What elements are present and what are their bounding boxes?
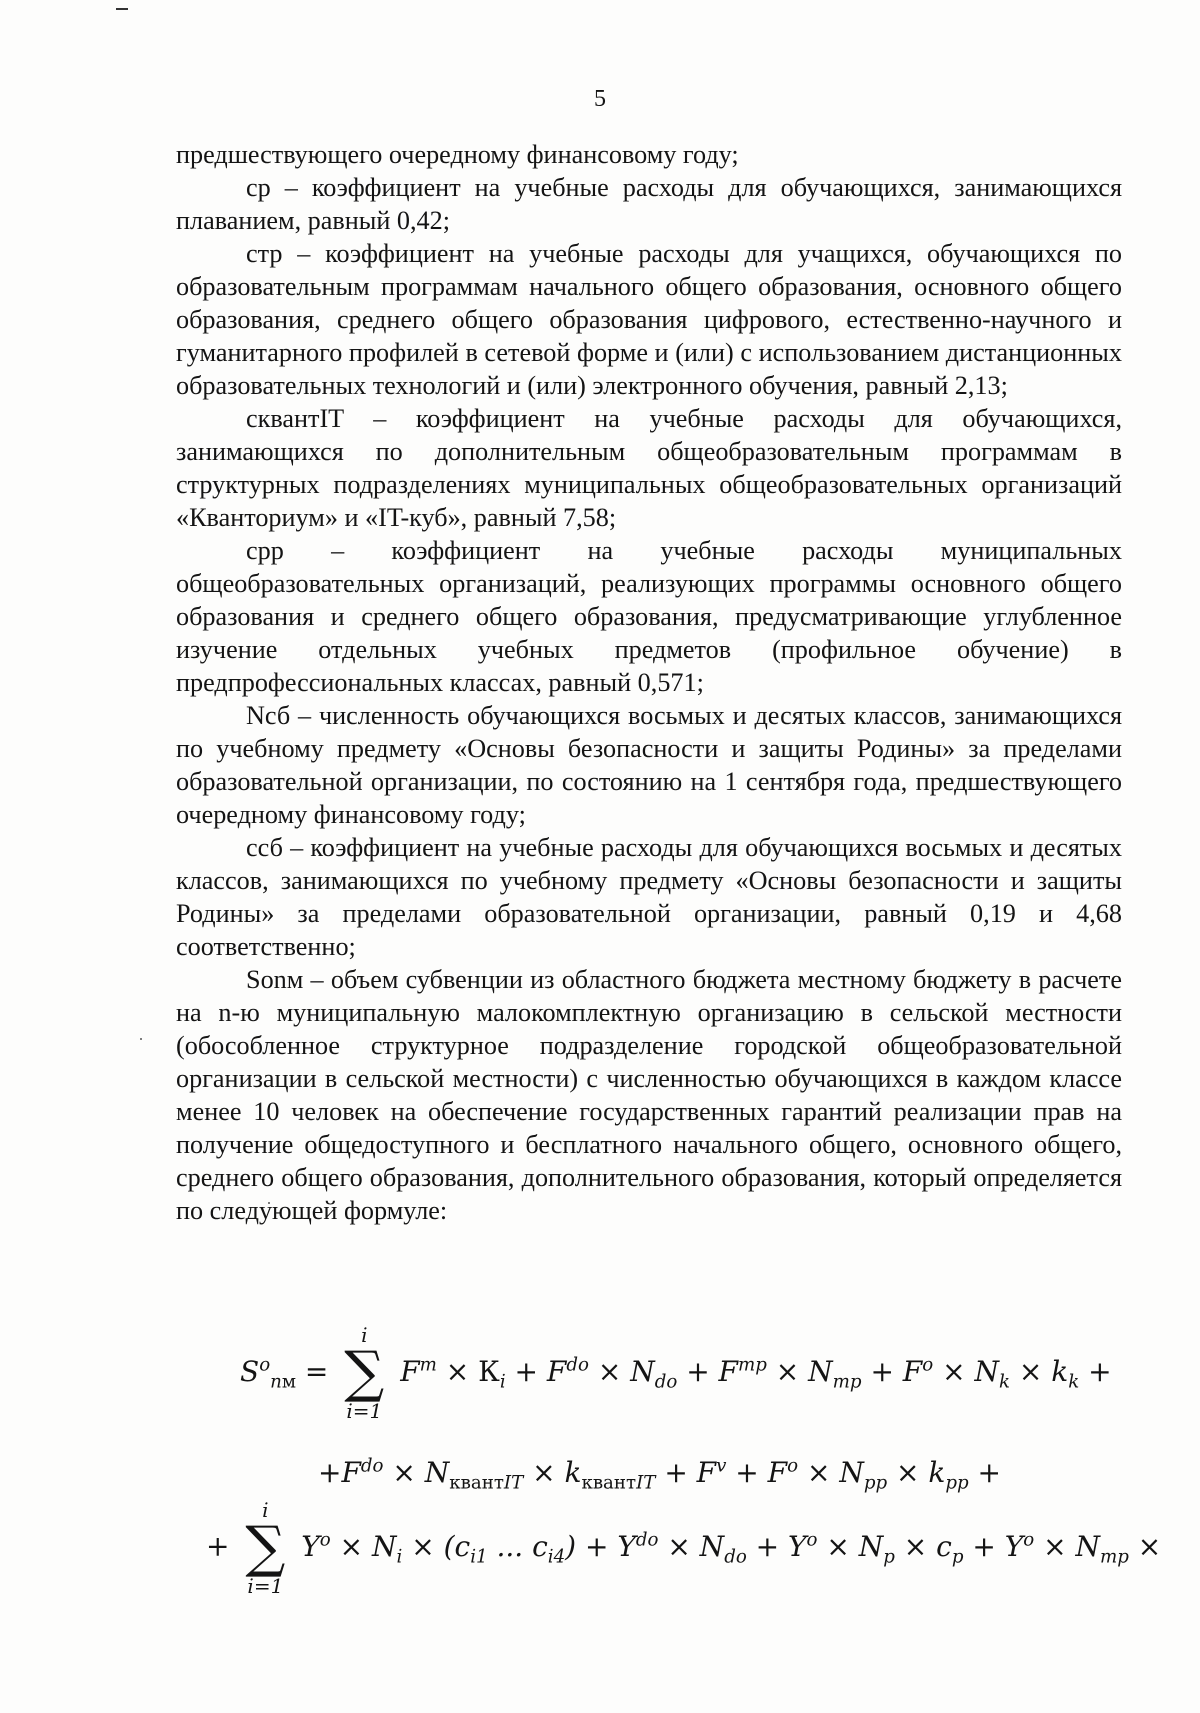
formula-line-3: + i ∑ i=1 $Y^o \times N_i \times (c_{i1}$ ... $c_{i4}) + Y^{do} \times N_{do} + Y^o \times N_p \times c_p + Y^o \times N_{mp}$ × [206,1498,1162,1598]
paragraph: Sоnм – объем субвенции из областного бюджета местному бюджету в расчете на n-ю муниципальную малокомплектную организацию в сельской местности (обособленное структурное подразделение городской общеобразовательной организации в сельской местности) с численностью обучающихся в каждом классе менее 10 человек на обеспечение государственных гарантий реализации прав на получение общедоступного и бесплатного начального общего, основного общего, среднего общего образования, дополнительного образования, который определяется по следующей формуле: [176,965,1122,1225]
paragraph: cтр – коэффициент на учебные расходы для учащихся, обучающихся по образовательным программам начального общего образования, основного общего образования, среднего общего образования цифрового, естественно-научного и гуманитарного профилей в сетевой форме и (или) с использованием дистанционных образовательных технологий и (или) электронного обучения, равный 2,13; [176,239,1122,400]
paragraph: cсб – коэффициент на учебные расходы для обучающихся восьмых и десятых классов, занимающихся по учебному предмету «Основы безопасности и защиты Родины» за пределами образовательной организации, равный 0,19 и 4,68 соответственно; [176,833,1122,961]
page-number: 5 [594,86,606,112]
paragraph: Nсб – численность обучающихся восьмых и десятых классов, занимающихся по учебному предмету «Основы безопасности и защиты Родины» за пределами образовательной организации, по состоянию на 1 сентября года, предшествующего очередному финансовому году; [176,701,1122,829]
scan-speck [140,1038,142,1040]
paragraph: cрр – коэффициент на учебные расходы муниципальных общеобразовательных организаций, реализующих программы основного общего образования и среднего общего образования, предусматривающие углубленное изучение отдельных учебных предметов (профильное обучение) в предпрофессиональных классах, равный 0,571; [176,536,1122,697]
formula-line-2: $+F^{do} \times N_{квантIT} \times k_{квантIT} + F^v + F^o \times N_{pp} \times k_{pp}$ + [318,1456,1002,1494]
body-text [176,138,1122,1227]
sum-symbol: i ∑ i=1 [245,1498,286,1598]
scan-mark [116,8,128,10]
paragraph: cр – коэффициент на учебные расходы для обучающихся, занимающихся плаванием, равный 0,42; [176,173,1122,235]
sum-symbol: i ∑ i=1 [344,1323,385,1423]
paragraph: cквантIT – коэффициент на учебные расходы для обучающихся, занимающихся по дополнительным общеобразовательным программам в структурных подразделениях муниципальных общеобразовательных организаций «Кванториум» и «IT-куб», равный 7,58; [176,404,1122,532]
formula-line-1: $S^o_{nм}$ = i ∑ i=1 $F^m \times К_i + F^{do} \times N_{do} + F^{mp} \times N_{mp} + F^o \times N_k \times k_k$ + [240,1323,1112,1423]
paragraph: предшествующего очередному финансовому году; [176,140,739,169]
